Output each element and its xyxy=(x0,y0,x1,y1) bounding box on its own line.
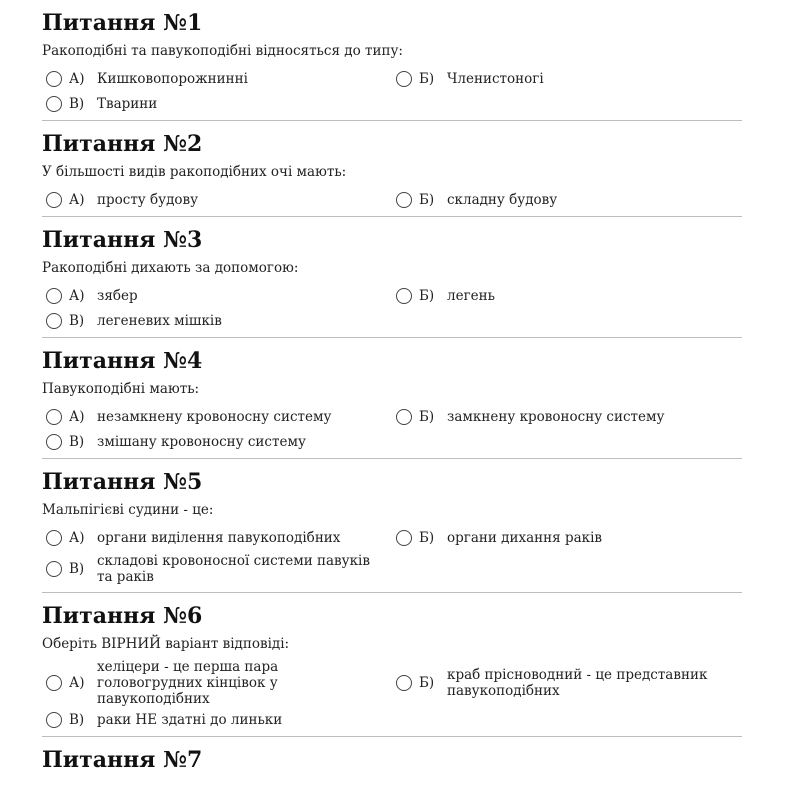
option-c[interactable] xyxy=(42,707,392,732)
option-c[interactable] xyxy=(42,550,392,588)
question-text: Ракоподібні дихають за допомогою: xyxy=(42,260,299,276)
question-1 xyxy=(42,0,742,121)
option-c[interactable] xyxy=(42,91,392,116)
next-question-title: Питання №7 xyxy=(42,747,203,773)
question-title: Питання №1 xyxy=(42,10,203,36)
option-b[interactable] xyxy=(392,659,742,707)
question-text: Мальпігієві судини - це: xyxy=(42,502,214,518)
radio-button[interactable] xyxy=(46,96,62,112)
radio-button[interactable] xyxy=(46,561,62,577)
option-label: органи дихання раків xyxy=(447,529,602,546)
question-4 xyxy=(42,338,742,459)
option-letter: Б) xyxy=(419,408,435,425)
answer-options xyxy=(42,66,742,116)
question-3 xyxy=(42,217,742,338)
radio-button[interactable] xyxy=(396,288,412,304)
option-b[interactable] xyxy=(392,66,742,91)
option-c[interactable] xyxy=(42,308,392,333)
radio-button[interactable] xyxy=(46,71,62,87)
radio-button[interactable] xyxy=(46,712,62,728)
option-letter: В) xyxy=(69,95,85,112)
option-b[interactable] xyxy=(392,283,742,308)
option-label: легень xyxy=(447,287,495,304)
option-letter: Б) xyxy=(419,70,435,87)
radio-button[interactable] xyxy=(396,71,412,87)
radio-button[interactable] xyxy=(46,675,62,691)
option-c[interactable] xyxy=(42,429,392,454)
question-title: Питання №6 xyxy=(42,603,203,629)
option-a[interactable] xyxy=(42,66,392,91)
question-text: У більшості видів ракоподібних очі мають: xyxy=(42,164,347,180)
question-2 xyxy=(42,121,742,217)
radio-button[interactable] xyxy=(396,675,412,691)
question-title: Питання №2 xyxy=(42,131,203,157)
option-label: краб прісноводний - це представник павукоподібних xyxy=(447,667,708,699)
option-label: легеневих мішків xyxy=(97,312,222,329)
question-text: Павукоподібні мають: xyxy=(42,381,200,397)
question-title: Питання №3 xyxy=(42,227,203,253)
option-letter: А) xyxy=(69,70,85,87)
radio-button[interactable] xyxy=(46,409,62,425)
option-b[interactable] xyxy=(392,525,742,550)
option-letter: Б) xyxy=(419,675,435,691)
option-letter: В) xyxy=(69,711,85,728)
radio-button[interactable] xyxy=(46,313,62,329)
radio-button[interactable] xyxy=(46,530,62,546)
option-letter: А) xyxy=(69,675,85,691)
option-a[interactable] xyxy=(42,525,392,550)
option-label: змішану кровоносну систему xyxy=(97,433,306,450)
option-a[interactable] xyxy=(42,659,392,707)
answer-options xyxy=(42,525,742,588)
radio-button[interactable] xyxy=(396,530,412,546)
option-letter: А) xyxy=(69,287,85,304)
option-letter: Б) xyxy=(419,287,435,304)
radio-button[interactable] xyxy=(46,192,62,208)
question-title: Питання №5 xyxy=(42,469,203,495)
option-label: складну будову xyxy=(447,191,558,208)
option-label: Кишковопорожнинні xyxy=(97,70,248,87)
option-label: незамкнену кровоносну систему xyxy=(97,408,332,425)
radio-button[interactable] xyxy=(396,409,412,425)
option-label: хеліцери - це перша пара головогрудних кінцівок у павукоподібних xyxy=(97,659,279,707)
option-letter: В) xyxy=(69,312,85,329)
answer-options xyxy=(42,659,742,732)
option-letter: В) xyxy=(69,433,85,450)
option-label: просту будову xyxy=(97,191,199,208)
option-letter: А) xyxy=(69,408,85,425)
option-a[interactable] xyxy=(42,404,392,429)
question-5 xyxy=(42,459,742,593)
option-label: Тварини xyxy=(97,95,158,112)
answer-options xyxy=(42,187,742,212)
answer-options xyxy=(42,283,742,333)
option-letter: Б) xyxy=(419,191,435,208)
quiz-container xyxy=(42,0,742,772)
answer-options xyxy=(42,404,742,454)
option-b[interactable] xyxy=(392,187,742,212)
option-letter: В) xyxy=(69,561,85,577)
question-text: Оберіть ВІРНИЙ варіант відповіді: xyxy=(42,636,290,652)
option-b[interactable] xyxy=(392,404,742,429)
option-label: Членистоногі xyxy=(447,70,544,87)
radio-button[interactable] xyxy=(396,192,412,208)
option-letter: А) xyxy=(69,191,85,208)
option-label: раки НЕ здатні до линьки xyxy=(97,711,283,728)
radio-button[interactable] xyxy=(46,288,62,304)
question-text: Ракоподібні та павукоподібні відносяться до типу: xyxy=(42,43,403,59)
question-6 xyxy=(42,593,742,737)
option-label: складові кровоносної системи павуків та раків xyxy=(97,553,370,585)
option-label: органи виділення павукоподібних xyxy=(97,529,341,546)
option-a[interactable] xyxy=(42,187,392,212)
option-a[interactable] xyxy=(42,283,392,308)
option-label: зябер xyxy=(97,287,138,304)
question-title: Питання №4 xyxy=(42,348,203,374)
option-letter: А) xyxy=(69,529,85,546)
option-label: замкнену кровоносну систему xyxy=(447,408,665,425)
option-letter: Б) xyxy=(419,529,435,546)
radio-button[interactable] xyxy=(46,434,62,450)
